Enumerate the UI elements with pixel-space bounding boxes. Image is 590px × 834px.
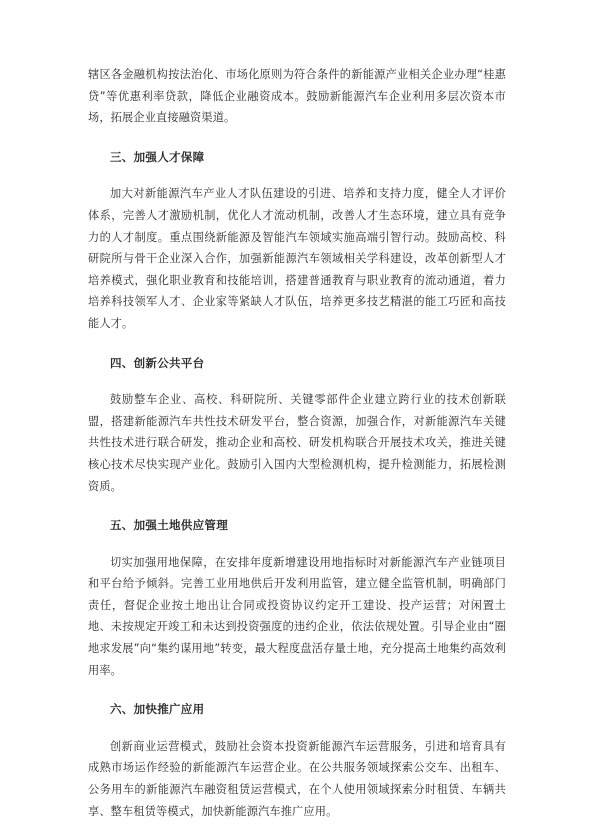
- section-heading-land: 五、加强土地供应管理: [110, 518, 228, 533]
- intro-paragraph: 辖区各金融机构按法治化、市场化原则为符合条件的新能源产业相关企业办理“桂惠贷”等优惠利率贷款，降低企业融资成本。鼓励新能源汽车企业利用多层次资本市场，拓展企业直接融资渠道。: [88, 68, 506, 125]
- document-body: [88, 64, 506, 822]
- section-paragraph-promotion: 创新商业运营模式，鼓励社会资本投资新能源汽车运营服务，引进和培育具有成熟市场运作经验的新能源汽车运营企业。在公共服务领域探索公交车、出租车、公务用车的新能源汽车融资租赁运营模式，在个人使用领域探索分时租赁、车辆共享、整车租赁等模式，加快新能源汽车推广应用。: [88, 739, 506, 818]
- section-paragraph-talent: 加大对新能源汽车产业人才队伍建设的引进、培养和支持力度，健全人才评价体系，完善人才激励机制，优化人才流动机制，改善人才生态环境，建立具有竞争力的人才制度。重点围绕新能源及智能汽车领域实施高端引智行动。鼓励高校、科研院所与骨干企业深入合作，加强新能源汽车领域相关学科建设，改革创新型人才培养模式，强化职业教育和技能培训，搭建普通教育与职业教育的流动通道，着力培养科技领军人才、企业家等紧缺人才队伍，培养更多技艺精湛的能工巧匠和高技能人才。: [88, 187, 506, 330]
- section-heading-promotion: 六、加快推广应用: [110, 702, 205, 717]
- section-heading-talent: 三、加强人才保障: [110, 149, 205, 164]
- section-paragraph-platform: 鼓励整车企业、高校、科研院所、关键零部件企业建立跨行业的技术创新联盟，搭建新能源汽车共性技术研发平台，整合资源，加强合作，对新能源汽车关键共性技术进行联合研发，推动企业和高校、研发机构联合开展技术攻关，推进关键核心技术尽快实现产业化。鼓励引入国内大型检测机构，提升检测能力，拓展检测资质。: [88, 393, 506, 493]
- section-heading-platform: 四、创新公共平台: [110, 355, 205, 370]
- section-paragraph-land: 切实加强用地保障，在安排年度新增建设用地指标时对新能源汽车产业链项目和平台给予倾斜。完善工业用地供后开发利用监管，建立健全监管机制，明确部门责任，督促企业按土地出让合同或投资协议约定开工建设、投产运营；对闲置土地、未按规定开竣工和未达到投资强度的违约企业，依法依规处置。引导企业由“圈地求发展”向“集约谋用地”转变，最大程度盘活存量土地，充分提高土地集约高效利用率。: [88, 555, 506, 677]
